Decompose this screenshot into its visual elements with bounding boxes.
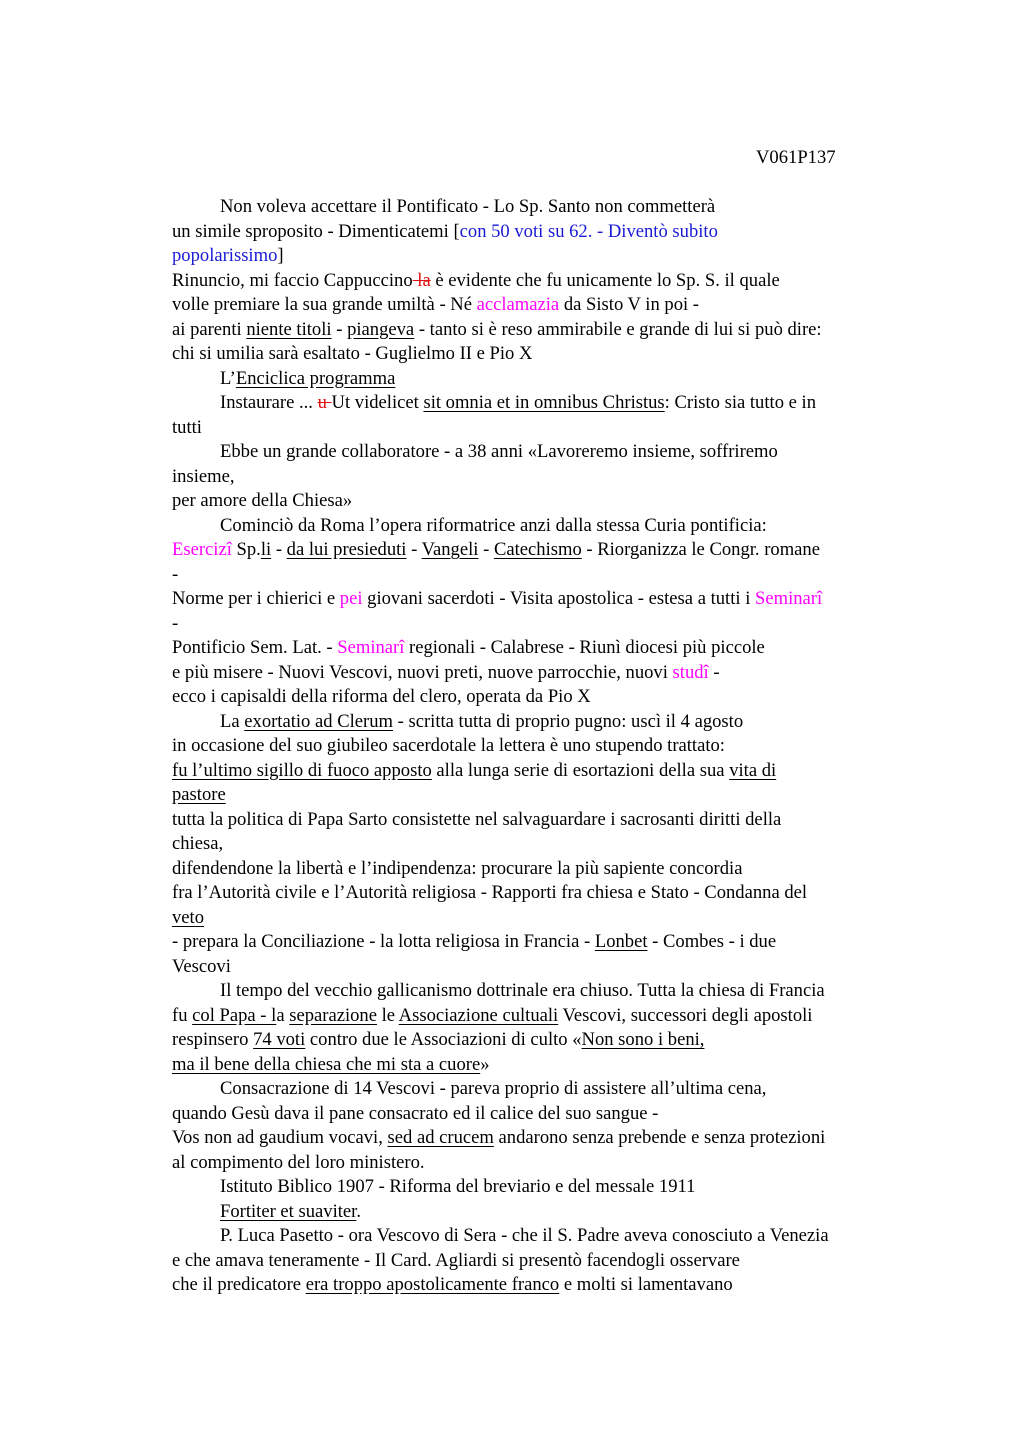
text-span: - xyxy=(708,661,720,683)
underlined-text: Lonbet xyxy=(594,931,648,952)
text-line xyxy=(172,1224,912,1249)
text-span: Rinuncio, mi faccio Cappuccino xyxy=(172,269,413,291)
text-span: a xyxy=(276,1004,290,1026)
text-line xyxy=(172,1126,912,1151)
text-span: un simile sproposito - Dimenticatemi [ xyxy=(172,220,460,242)
text-span: insieme, xyxy=(172,465,235,487)
text-span: Pontificio Sem. Lat. - xyxy=(172,637,338,658)
underlined-text: Fortiter et suaviter xyxy=(220,1200,357,1222)
underlined-text: era troppo apostolicamente franco xyxy=(305,1274,560,1295)
text-line xyxy=(172,734,912,759)
text-line xyxy=(172,538,912,563)
text-span: alla lunga serie di esortazioni della sua xyxy=(431,759,730,781)
text-line xyxy=(172,465,912,490)
underlined-text: sed ad crucem xyxy=(387,1127,494,1148)
text-line xyxy=(172,1200,912,1225)
text-span: - Riorganizza le Congr. romane xyxy=(581,539,820,560)
highlighted-text: acclamazia xyxy=(476,294,560,315)
inserted-text: con 50 voti su 62. - Diventò subito xyxy=(459,220,718,242)
text-span: andarono senza prebende e senza protezioni xyxy=(493,1127,826,1148)
highlighted-text: Seminarî xyxy=(337,637,405,658)
highlighted-text: pei xyxy=(339,588,363,609)
text-line xyxy=(172,759,912,784)
underlined-text: Associazione cultuali xyxy=(398,1004,559,1026)
text-span: Sp. xyxy=(231,539,261,560)
underlined-text: li xyxy=(260,539,272,560)
underlined-text: da lui presieduti xyxy=(286,539,407,560)
text-span: Non voleva accettare il Pontificato - Lo Sp. Santo non commetterà xyxy=(220,196,716,217)
text-line xyxy=(172,514,912,539)
text-span: è evidente che fu unicamente lo Sp. S. il quale xyxy=(430,269,780,291)
text-span: P. Luca Pasetto - ora Vescovo di Sera - che il S. Padre aveva conosciuto a Venezia xyxy=(220,1225,829,1246)
underlined-text: piangeva xyxy=(347,318,415,340)
text-line xyxy=(172,391,912,416)
text-line xyxy=(172,269,912,294)
text-line xyxy=(172,244,912,269)
text-line xyxy=(172,1175,912,1200)
underlined-text: veto xyxy=(172,906,205,928)
text-line xyxy=(172,1053,912,1078)
text-span: Vos non ad gaudium vocavi, xyxy=(172,1127,388,1148)
text-line xyxy=(172,1077,912,1102)
inserted-text: popolarissimo xyxy=(172,245,278,266)
text-span: Consacrazione di 14 Vescovi - pareva proprio di assistere all’ultima cena, xyxy=(220,1078,767,1099)
text-line xyxy=(172,685,912,710)
text-line xyxy=(172,881,912,906)
highlighted-text: studî xyxy=(672,661,709,683)
page-code: V061P137 xyxy=(756,147,836,168)
text-line xyxy=(172,955,912,980)
text-span: chi si umilia sarà esaltato - Guglielmo II e Pio X xyxy=(172,343,533,364)
text-line xyxy=(172,808,912,833)
text-span: ai parenti xyxy=(172,318,247,340)
text-line xyxy=(172,1151,912,1176)
text-span: ecco i capisaldi della riforma del clero, operata da Pio X xyxy=(172,686,591,707)
text-line xyxy=(172,783,912,808)
text-span: in occasione del suo giubileo sacerdotale la lettera è uno stupendo trattato: xyxy=(172,735,725,756)
underlined-text: Enciclica programma xyxy=(235,367,396,389)
document-body xyxy=(172,195,912,1298)
text-span: Vescovi, successori degli apostoli xyxy=(558,1004,813,1026)
text-span: al compimento del loro ministero. xyxy=(172,1151,425,1173)
text-span: tutta la politica di Papa Sarto consistette nel salvaguardare i sacrosanti diritti della xyxy=(172,808,782,830)
underlined-text: sit omnia et in omnibus Christus xyxy=(423,392,665,413)
text-span: Il tempo del vecchio gallicanismo dottrinale era chiuso. Tutta la chiesa di Francia xyxy=(220,980,825,1001)
deleted-text: la xyxy=(412,269,431,291)
text-span: e molti si lamentavano xyxy=(559,1274,733,1295)
text-span: L’ xyxy=(220,367,236,389)
underlined-text: col Papa - l xyxy=(192,1004,277,1026)
text-line xyxy=(172,857,912,882)
highlighted-text: Seminarî xyxy=(755,588,823,609)
text-line xyxy=(172,416,912,441)
text-line xyxy=(172,1249,912,1274)
text-span: contro due le Associazioni di culto « xyxy=(305,1029,582,1050)
text-span: e più misere - Nuovi Vescovi, nuovi preti, nuove parrocchie, nuovi xyxy=(172,661,673,683)
text-line xyxy=(172,832,912,857)
text-span: che il predicatore xyxy=(172,1274,306,1295)
text-span: - tanto si è reso ammirabile e grande di lui si può dire: xyxy=(414,318,822,340)
text-line xyxy=(172,220,912,245)
underlined-text: niente titoli xyxy=(246,318,332,340)
text-span: : Cristo sia tutto e in xyxy=(664,392,817,413)
text-span: respinsero xyxy=(172,1029,254,1050)
text-line xyxy=(172,1102,912,1127)
text-span: - xyxy=(331,318,348,340)
text-span: - scritta tutta di proprio pugno: uscì il 4 agosto xyxy=(392,710,744,732)
text-span: ] xyxy=(277,245,284,266)
text-line xyxy=(172,318,912,343)
text-line xyxy=(172,612,912,637)
underlined-text: Vangeli xyxy=(421,539,479,560)
text-line xyxy=(172,979,912,1004)
text-line xyxy=(172,342,912,367)
text-span: fra l’Autorità civile e l’Autorità religiosa - Rapporti fra chiesa e Stato - Condanna del xyxy=(172,882,808,903)
text-line xyxy=(172,563,912,588)
text-line xyxy=(172,195,912,220)
text-span: - Combes - i due xyxy=(647,931,777,952)
text-span: Istituto Biblico 1907 - Riforma del breviario e del messale 1911 xyxy=(220,1176,696,1197)
text-span: . xyxy=(356,1200,361,1222)
text-span: Ebbe un grande collaboratore - a 38 anni «Lavoreremo insieme, soffriremo xyxy=(220,441,778,462)
text-span: tutti xyxy=(172,416,202,438)
underlined-text: pastore xyxy=(172,784,226,805)
text-line xyxy=(172,587,912,612)
underlined-text: 74 voti xyxy=(253,1029,306,1050)
text-line xyxy=(172,661,912,686)
text-span: Cominciò da Roma l’opera riformatrice anzi dalla stessa Curia pontificia: xyxy=(220,514,767,536)
text-span: - xyxy=(406,539,422,560)
text-span: da Sisto V in poi - xyxy=(559,294,700,315)
text-span: Norme per i chierici e xyxy=(172,588,340,609)
text-span: chiesa, xyxy=(172,833,224,854)
text-span: Ut videlicet xyxy=(331,392,424,413)
text-span: - xyxy=(172,563,179,585)
text-line xyxy=(172,1273,912,1298)
text-line xyxy=(172,930,912,955)
text-span: » xyxy=(480,1053,490,1075)
text-line xyxy=(172,1028,912,1053)
text-span: e che amava teneramente - Il Card. Agliardi si presentò facendogli osservare xyxy=(172,1249,740,1271)
text-span: quando Gesù dava il pane consacrato ed il calice del suo sangue - xyxy=(172,1102,659,1124)
underlined-text: separazione xyxy=(289,1004,377,1026)
text-span: difendendone la libertà e l’indipendenza: procurare la più sapiente concordia xyxy=(172,857,743,879)
text-line xyxy=(172,440,912,465)
text-span: - xyxy=(172,612,179,634)
underlined-text: ma il bene della chiesa che mi sta a cuore xyxy=(172,1053,481,1075)
text-span: - xyxy=(478,539,494,560)
text-line xyxy=(172,1004,912,1029)
underlined-text: fu l’ultimo sigillo di fuoco apposto xyxy=(172,759,432,781)
text-span: le xyxy=(376,1004,399,1026)
text-span: per amore della Chiesa» xyxy=(172,490,353,511)
text-span: regionali - Calabrese - Riunì diocesi più piccole xyxy=(404,637,765,658)
deleted-text: u xyxy=(317,392,332,413)
underlined-text: vita di xyxy=(729,759,777,781)
text-span: La xyxy=(220,710,245,732)
underlined-text: Non sono i beni, xyxy=(581,1029,705,1050)
text-line xyxy=(172,636,912,661)
text-span: Instaurare ... xyxy=(220,392,318,413)
text-line xyxy=(172,710,912,735)
underlined-text: exortatio ad Clerum xyxy=(244,710,393,732)
text-span: volle premiare la sua grande umiltà - Né xyxy=(172,294,477,315)
highlighted-text: Esercizî xyxy=(172,539,232,560)
text-span: giovani sacerdoti - Visita apostolica - estesa a tutti i xyxy=(362,588,756,609)
text-span: fu xyxy=(172,1004,193,1026)
text-line xyxy=(172,367,912,392)
text-span: Vescovi xyxy=(172,955,231,977)
text-span: - xyxy=(271,539,287,560)
text-line xyxy=(172,293,912,318)
text-line xyxy=(172,906,912,931)
text-span: - prepara la Conciliazione - la lotta religiosa in Francia - xyxy=(172,931,595,952)
underlined-text: Catechismo xyxy=(493,539,582,560)
text-line xyxy=(172,489,912,514)
